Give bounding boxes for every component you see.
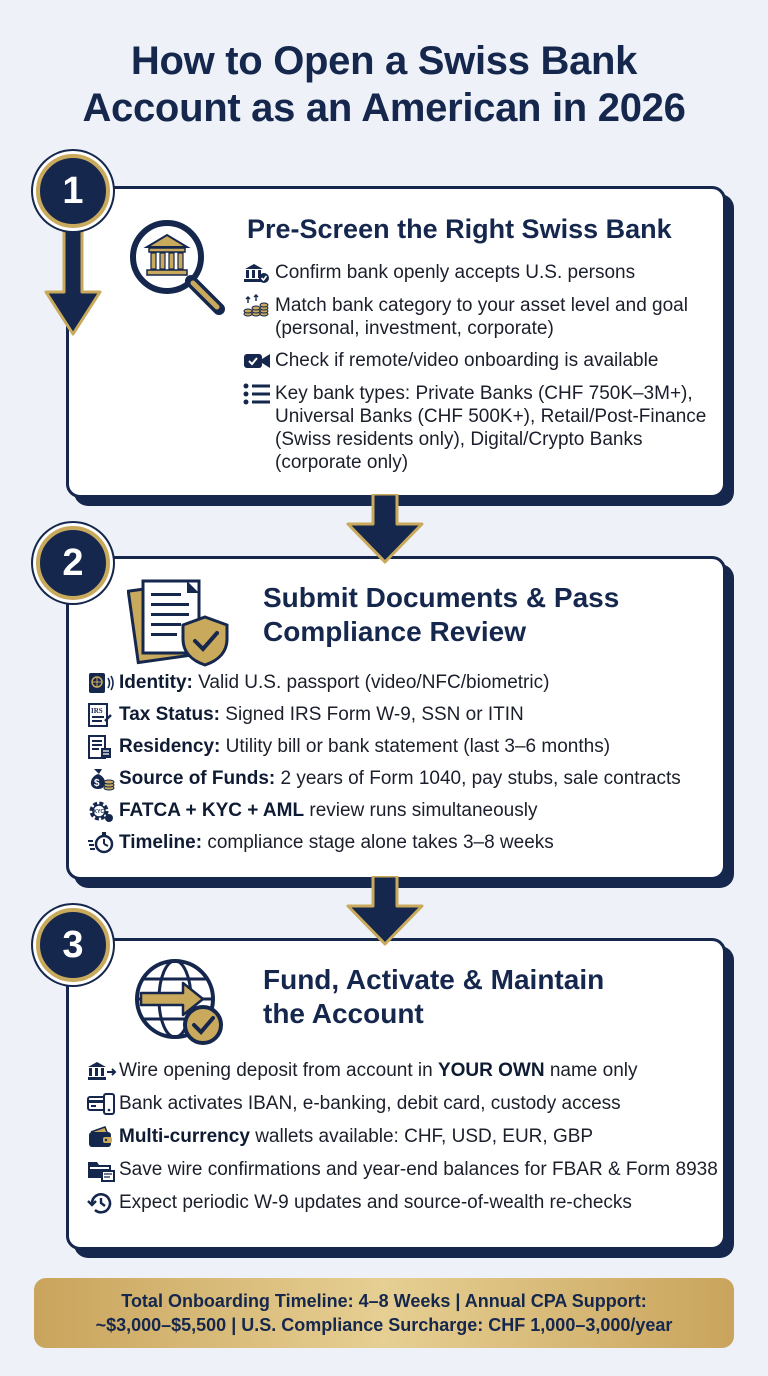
multi-currency-label: Multi-currency — [119, 1126, 250, 1147]
identity-label: Identity: — [119, 672, 193, 693]
list-item-text: Key bank types: Private Banks (CHF 750K–3M+), Universal Banks (CHF 500K+), Retail/Post-Finance (Swiss residents only), Digital/Crypto Banks (corporate only) — [275, 383, 707, 473]
bank-transfer-icon — [87, 1059, 119, 1083]
step-1-badge: 1 — [36, 154, 110, 228]
list-item-text: 2 years of Form 1040, pay stubs, sale contracts — [275, 768, 681, 789]
step-2-heading — [263, 581, 683, 649]
bill-icon — [87, 735, 119, 759]
passport-icon — [87, 671, 119, 695]
list-item — [87, 1125, 727, 1149]
list-item-text: review runs simultaneously — [304, 800, 538, 821]
list-item — [87, 831, 727, 855]
stopwatch-icon — [87, 831, 119, 855]
step2-to-step3-arrow — [344, 876, 426, 948]
fatca-kyc-aml-label: FATCA + KYC + AML — [119, 800, 305, 821]
bank-check-icon — [243, 261, 275, 285]
list-item-text: Signed IRS Form W-9, SSN or ITIN — [220, 704, 524, 725]
list-item — [243, 261, 723, 285]
step-1-list — [243, 261, 723, 483]
list-item-text: Match bank category to your asset level and goal (personal, investment, corporate) — [275, 295, 688, 339]
svg-text:$: $ — [94, 778, 100, 789]
step-2-heading-line-1: Submit Documents & Pass — [263, 582, 620, 613]
list-item-text: wallets available: CHF, USD, EUR, GBP — [249, 1126, 594, 1147]
list-item — [87, 703, 727, 727]
step-2-card — [66, 556, 726, 880]
list-item — [87, 767, 727, 791]
folder-icon — [87, 1158, 119, 1182]
step-3-list — [87, 1059, 727, 1224]
list-item — [87, 799, 727, 823]
list-item-text: Utility bill or bank statement (last 3–6 months) — [220, 736, 611, 757]
step-3-card — [66, 938, 726, 1250]
list-item-text: name only — [544, 1060, 638, 1081]
list-item — [87, 1059, 727, 1083]
kyc-gear-icon — [87, 799, 119, 823]
summary-footer — [34, 1278, 734, 1348]
page-title-line-2: Account as an American in 2026 — [82, 86, 686, 130]
list-item-text: Confirm bank openly accepts U.S. persons — [275, 262, 636, 283]
bank-magnifier-icon — [123, 217, 233, 317]
step-1-card — [66, 186, 726, 498]
list-item — [87, 1158, 727, 1182]
step-3-heading — [263, 963, 683, 1031]
list-item-text: Wire opening deposit from account in — [119, 1060, 438, 1081]
your-own-label: YOUR OWN — [437, 1060, 545, 1081]
list-item-text: Expect periodic W-9 updates and source-of-wealth re-checks — [119, 1192, 632, 1213]
list-item — [243, 349, 723, 373]
page-title-line-1: How to Open a Swiss Bank — [130, 39, 638, 83]
svg-text:KYC: KYC — [93, 809, 105, 815]
list-item — [87, 735, 727, 759]
list-item-text: Bank activates IBAN, e-banking, debit card, custody access — [119, 1093, 621, 1114]
documents-shield-icon — [127, 573, 237, 669]
summary-line-2: ~$3,000–$5,500 | U.S. Compliance Surcharge: CHF 1,000–3,000/year — [95, 1315, 673, 1335]
wallet-icon — [87, 1125, 119, 1149]
list-item — [243, 294, 723, 340]
coin-stacks-icon — [243, 294, 275, 318]
list-item-text: compliance stage alone takes 3–8 weeks — [202, 832, 554, 853]
globe-transfer-icon — [131, 955, 231, 1051]
step1-down-arrow — [44, 222, 102, 340]
page-title — [0, 38, 768, 132]
history-icon — [87, 1191, 119, 1215]
step-2-heading-line-2: Compliance Review — [263, 616, 526, 647]
card-phone-icon — [87, 1092, 119, 1116]
video-camera-icon — [243, 349, 275, 373]
source-of-funds-label: Source of Funds: — [119, 768, 276, 789]
list-item — [87, 671, 727, 695]
step-3-heading-line-2: the Account — [263, 998, 424, 1029]
step-2-badge: 2 — [36, 526, 110, 600]
step-1-heading: Pre-Screen the Right Swiss Bank — [247, 214, 672, 244]
step-3-heading-line-1: Fund, Activate & Maintain — [263, 964, 605, 995]
step-3-badge: 3 — [36, 908, 110, 982]
step1-to-step2-arrow — [344, 494, 426, 566]
list-item — [87, 1092, 727, 1116]
irs-form-icon — [87, 703, 119, 727]
step-2-list — [87, 671, 727, 863]
list-icon — [243, 382, 275, 406]
list-item-text: Save wire confirmations and year-end balances for FBAR & Form 8938 — [119, 1159, 718, 1180]
tax-status-label: Tax Status: — [119, 704, 221, 725]
residency-label: Residency: — [119, 736, 221, 757]
svg-text:IRS: IRS — [91, 707, 103, 715]
money-bag-icon — [87, 767, 119, 791]
list-item — [87, 1191, 727, 1215]
list-item-text: Check if remote/video onboarding is available — [275, 350, 659, 371]
timeline-label: Timeline: — [119, 832, 203, 853]
list-item-text: Valid U.S. passport (video/NFC/biometric) — [192, 672, 550, 693]
summary-line-1: Total Onboarding Timeline: 4–8 Weeks | Annual CPA Support: — [121, 1291, 647, 1311]
list-item — [243, 382, 723, 474]
